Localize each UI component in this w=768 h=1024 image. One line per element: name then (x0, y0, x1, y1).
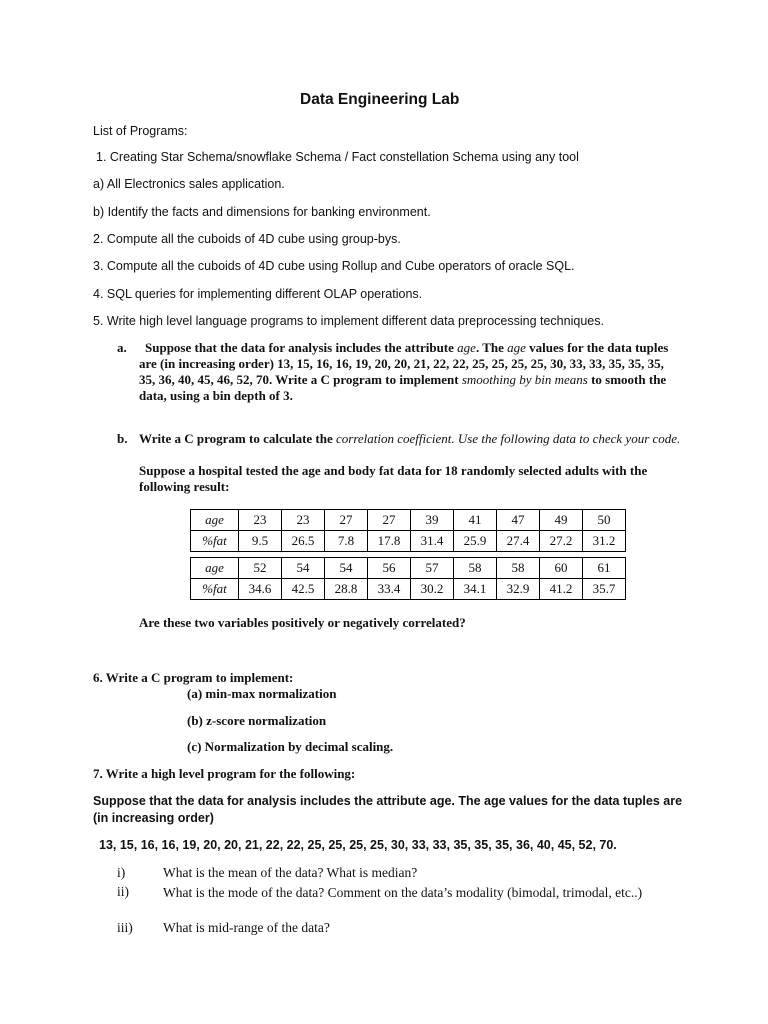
table-cell: 27.4 (497, 531, 540, 552)
table-cell: 27 (368, 510, 411, 531)
table-cell: 41 (454, 510, 497, 531)
question-text: What is the mean of the data? What is median? (163, 865, 418, 880)
row-label: %fat (191, 579, 239, 600)
page-title: Data Engineering Lab (300, 91, 460, 108)
table-cell: 32.9 (497, 579, 540, 600)
table-cell: 41.2 (540, 579, 583, 600)
table-cell: 33.4 (368, 579, 411, 600)
table-cell: 47 (497, 510, 540, 531)
table-cell: 54 (282, 558, 325, 579)
table-cell: 42.5 (282, 579, 325, 600)
row-label: age (191, 510, 239, 531)
program-7-desc: Suppose that the data for analysis includes the attribute age. The age values for the data tuples are (in increasing order) (93, 794, 683, 825)
program-1b: b) Identify the facts and dimensions for banking environment. (93, 205, 431, 219)
table-cell: 57 (411, 558, 454, 579)
table-cell: 58 (497, 558, 540, 579)
program-1a: a) All Electronics sales application. (93, 177, 285, 191)
table-cell: 31.4 (411, 531, 454, 552)
program-2: 2. Compute all the cuboids of 4D cube using group-bys. (93, 232, 401, 246)
program-5: 5. Write high level language programs to implement different data preprocessing techniques. (93, 314, 604, 328)
table-row-fat (191, 579, 626, 600)
table-row-age (191, 558, 626, 579)
table-cell: 54 (325, 558, 368, 579)
program-6c: (c) Normalization by decimal scaling. (187, 739, 394, 754)
table-cell: 9.5 (239, 531, 282, 552)
program-3: 3. Compute all the cuboids of 4D cube using Rollup and Cube operators of oracle SQL. (93, 259, 575, 273)
program-6: 6. Write a C program to implement: (93, 670, 294, 685)
item-5a-text: Suppose that the data for analysis includes the attribute age. The age values for the data tuples are (in increasing order) 13, 15, 16, 16, 19, 20, 20, 21, 22, 22, 25, 25, 25, 25, 30, 33, 33, 35, 35, 35, 35, 36, 40, 45, 46, 52, 70. Write a C program to implement smoothing by bin means to smooth the data, using a bin depth of 3. (139, 340, 669, 403)
table-cell: 23 (282, 510, 325, 531)
table-cell: 52 (239, 558, 282, 579)
table-cell: 35.7 (583, 579, 626, 600)
table-cell: 56 (368, 558, 411, 579)
program-6a: (a) min-max normalization (187, 686, 337, 701)
correlation-question: Are these two variables positively or negatively correlated? (139, 615, 466, 630)
table-cell: 27.2 (540, 531, 583, 552)
table-cell: 7.8 (325, 531, 368, 552)
age-fat-table-1 (190, 509, 626, 552)
table-row-age (191, 510, 626, 531)
table-cell: 50 (583, 510, 626, 531)
item-5b-desc: Suppose a hospital tested the age and body fat data for 18 randomly selected adults with the following result: (139, 463, 648, 494)
table-cell: 58 (454, 558, 497, 579)
program-7-data: 13, 15, 16, 16, 19, 20, 20, 21, 22, 22, 25, 25, 25, 25, 30, 33, 33, 35, 35, 35, 36, 40, 45, 52, 70. (99, 838, 617, 852)
list-heading: List of Programs: (93, 124, 188, 138)
table-cell: 49 (540, 510, 583, 531)
row-label: age (191, 558, 239, 579)
table-cell: 17.8 (368, 531, 411, 552)
table-cell: 34.6 (239, 579, 282, 600)
table-cell: 61 (583, 558, 626, 579)
age-fat-table-2 (190, 557, 626, 600)
program-4: 4. SQL queries for implementing different OLAP operations. (93, 287, 423, 301)
table-cell: 26.5 (282, 531, 325, 552)
table-cell: 23 (239, 510, 282, 531)
table-cell: 60 (540, 558, 583, 579)
item-5b-text: Write a C program to calculate the correlation coefficient. Use the following data to check your code. (139, 431, 681, 446)
table-cell: 31.2 (583, 531, 626, 552)
question-num: i) (117, 865, 126, 880)
table-cell: 34.1 (454, 579, 497, 600)
table-cell: 30.2 (411, 579, 454, 600)
question-text: What is mid-range of the data? (163, 920, 330, 935)
table-cell: 25.9 (454, 531, 497, 552)
table-cell: 27 (325, 510, 368, 531)
program-6b: (b) z-score normalization (187, 713, 327, 728)
question-num: iii) (117, 920, 133, 935)
program-7: 7. Write a high level program for the following: (93, 766, 356, 781)
table-cell: 39 (411, 510, 454, 531)
item-5a-marker: a. (117, 340, 127, 355)
question-num: ii) (117, 884, 129, 899)
table-cell: 28.8 (325, 579, 368, 600)
table-row-fat (191, 531, 626, 552)
question-text: What is the mode of the data? Comment on the data’s modality (bimodal, trimodal, etc..) (163, 885, 643, 900)
row-label: %fat (191, 531, 239, 552)
program-1: 1. Creating Star Schema/snowflake Schema / Fact constellation Schema using any tool (96, 150, 579, 164)
item-5b-marker: b. (117, 431, 128, 446)
